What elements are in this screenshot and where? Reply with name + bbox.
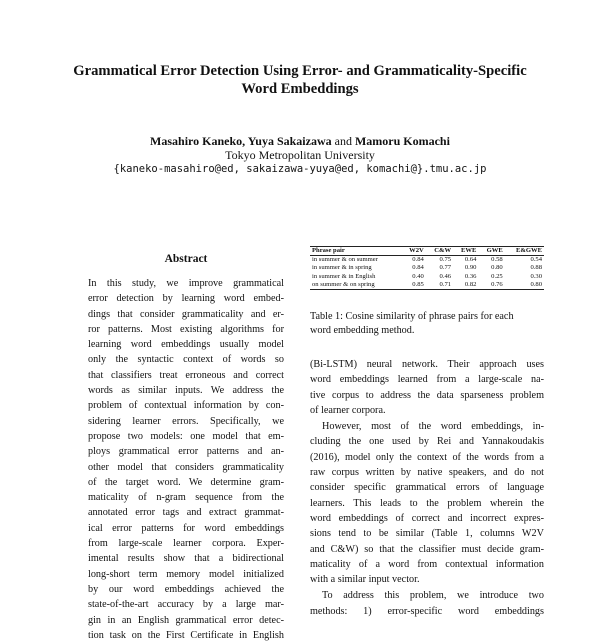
text-line: raw corpus written by native speakers, and do not [310,467,544,479]
abstract-line: ror patterns. Most existing algorithms for [88,323,284,335]
author-name-last: Mamoru Komachi [354,134,450,148]
abstract-heading: Abstract [164,253,208,265]
similarity-table-container [310,246,544,290]
table-row [310,273,544,281]
abstract-line: error detection by learning word embed- [88,293,284,305]
similarity-value-cell: 0.54 [530,256,542,264]
abstract-line: only the syntactic context of words so [88,354,284,366]
abstract-line: maticality of n-gram sequence from the [88,492,284,504]
similarity-value-cell: 0.76 [491,280,503,288]
text-line: word embeddings of correct and incorrect expres- [310,512,544,524]
similarity-value-cell: 0.84 [412,256,424,264]
caption-line: word embedding method. [310,325,415,336]
similarity-value-cell: 0.88 [530,264,542,272]
similarity-value-cell: 0.80 [530,280,542,288]
text-line: methods: 1) error-specific word embeddings [310,605,544,617]
author-emails: {kaneko-masahiro@ed, sakaizawa-yuya@ed, komachi@}.tmu.ac.jp [113,163,487,175]
paragraph-3 [310,588,544,619]
abstract-line: long-short term memory model initialized [88,568,284,580]
text-line: of learner corpora. [310,404,386,416]
right-column-text [310,357,544,617]
text-line: consider specific grammatical errors of language [310,482,544,494]
abstract-line: tion task on the First Certificate in English [88,629,284,641]
similarity-table [310,246,544,290]
similarity-value-cell: 0.58 [491,256,503,264]
similarity-value-cell: 0.84 [412,264,424,272]
abstract-line: gin in an English grammatical error detec- [88,614,284,626]
table-row [310,256,544,265]
paragraph-1 [310,357,544,418]
text-line: maticality of a word from contextual information [310,558,544,570]
similarity-value-cell: 0.30 [530,272,542,280]
table-header-cell: W2V [409,247,424,254]
text-line: learners. This leads to the problem wherein the [310,497,544,509]
similarity-value-cell: 0.46 [439,272,452,280]
abstract-line: state-of-the-art accuracy by a large mar- [88,599,284,611]
table-caption [310,310,544,338]
affiliation: Tokyo Metropolitan University [225,148,375,162]
abstract-line: that classifiers treat erroneous and correct [88,369,284,381]
text-line: (Bi-LSTM) neural network. Their approach uses [310,359,544,370]
paragraph-2 [310,419,544,587]
text-line: (2016), model only the context of the words from a [310,451,544,463]
abstract-body [88,276,284,641]
table-body [310,256,544,290]
abstract-line: annotated error tags and extract grammat- [88,507,284,519]
table-header-cell: Phrase pair [312,247,345,254]
table-header-cell: C&W [434,247,452,254]
text-line: with a similar input vector. [310,574,420,586]
phrase-pair-cell: on summer & on spring [312,280,375,288]
title-line-1: Grammatical Error Detection Using Error- and Grammaticality-Specific [73,63,527,79]
text-line: cluding the one used by Rei and Yannakoudakis [310,436,544,448]
text-line: tive corpus to address the data sparseness problem [310,389,544,401]
author-list [40,134,560,149]
abstract-line: from large-scale learner corpora. Exper- [88,538,284,550]
text-line: word embeddings learned from a large-scale na- [310,374,544,386]
table-header-cell: EWE [461,247,477,254]
paper-title [40,62,560,98]
text-line: However, most of the word embeddings, in- [322,421,544,433]
abstract-line: imental results show that a bidirectional [88,553,284,565]
similarity-value-cell: 0.64 [464,256,477,264]
similarity-value-cell: 0.82 [464,280,477,288]
phrase-pair-cell: in summer & on summer [312,256,378,264]
similarity-value-cell: 0.25 [491,272,503,280]
abstract-line: words as similar inputs. We address the [88,385,284,397]
table-row [310,264,544,272]
abstract-line: by our word embeddings achieved the [88,583,284,595]
similarity-value-cell: 0.77 [439,264,452,272]
abstract-line: problem of contextual information by con- [88,400,284,412]
caption-line: Table 1: Cosine similarity of phrase pairs for each [310,311,514,322]
abstract-line: of the target word. We determine gram- [88,476,284,488]
similarity-value-cell: 0.90 [464,264,477,272]
text-line: and C&W) so that the classifier must decide gram- [310,543,544,555]
author-conjunction: and [334,134,352,148]
similarity-value-cell: 0.71 [439,280,452,288]
phrase-pair-cell: in summer & in spring [312,264,372,272]
similarity-value-cell: 0.36 [464,272,477,280]
table-header-row [310,247,544,256]
similarity-value-cell: 0.85 [412,280,424,288]
abstract-line: learning word embeddings usually model [88,339,284,351]
abstract-line: ical error patterns for word embeddings [88,522,284,534]
similarity-value-cell: 0.75 [439,256,452,264]
abstract-line: ploys grammatical error patterns and an- [88,446,284,458]
abstract-line: other model that considers grammaticality [88,461,284,473]
table-header-cell: GWE [486,247,503,254]
abstract-line: In this study, we improve grammatical [88,278,284,289]
abstract-line: dings that consider grammaticality and er- [88,308,284,320]
text-line: sions tend to be similar (Table 1, columns W2V [310,528,544,540]
text-line: To address this problem, we introduce two [322,590,544,602]
title-line-2: Word Embeddings [241,81,359,97]
author-names: Masahiro Kaneko, Yuya Sakaizawa [150,134,332,148]
abstract-line: sidering learner errors. Specifically, we [88,415,284,427]
table-row [310,281,544,290]
similarity-value-cell: 0.40 [412,272,424,280]
phrase-pair-cell: in summer & in English [312,272,376,280]
abstract-line: propose two models: one model that em- [88,430,284,442]
similarity-value-cell: 0.80 [491,264,503,272]
table-header-cell: E&GWE [515,247,542,254]
